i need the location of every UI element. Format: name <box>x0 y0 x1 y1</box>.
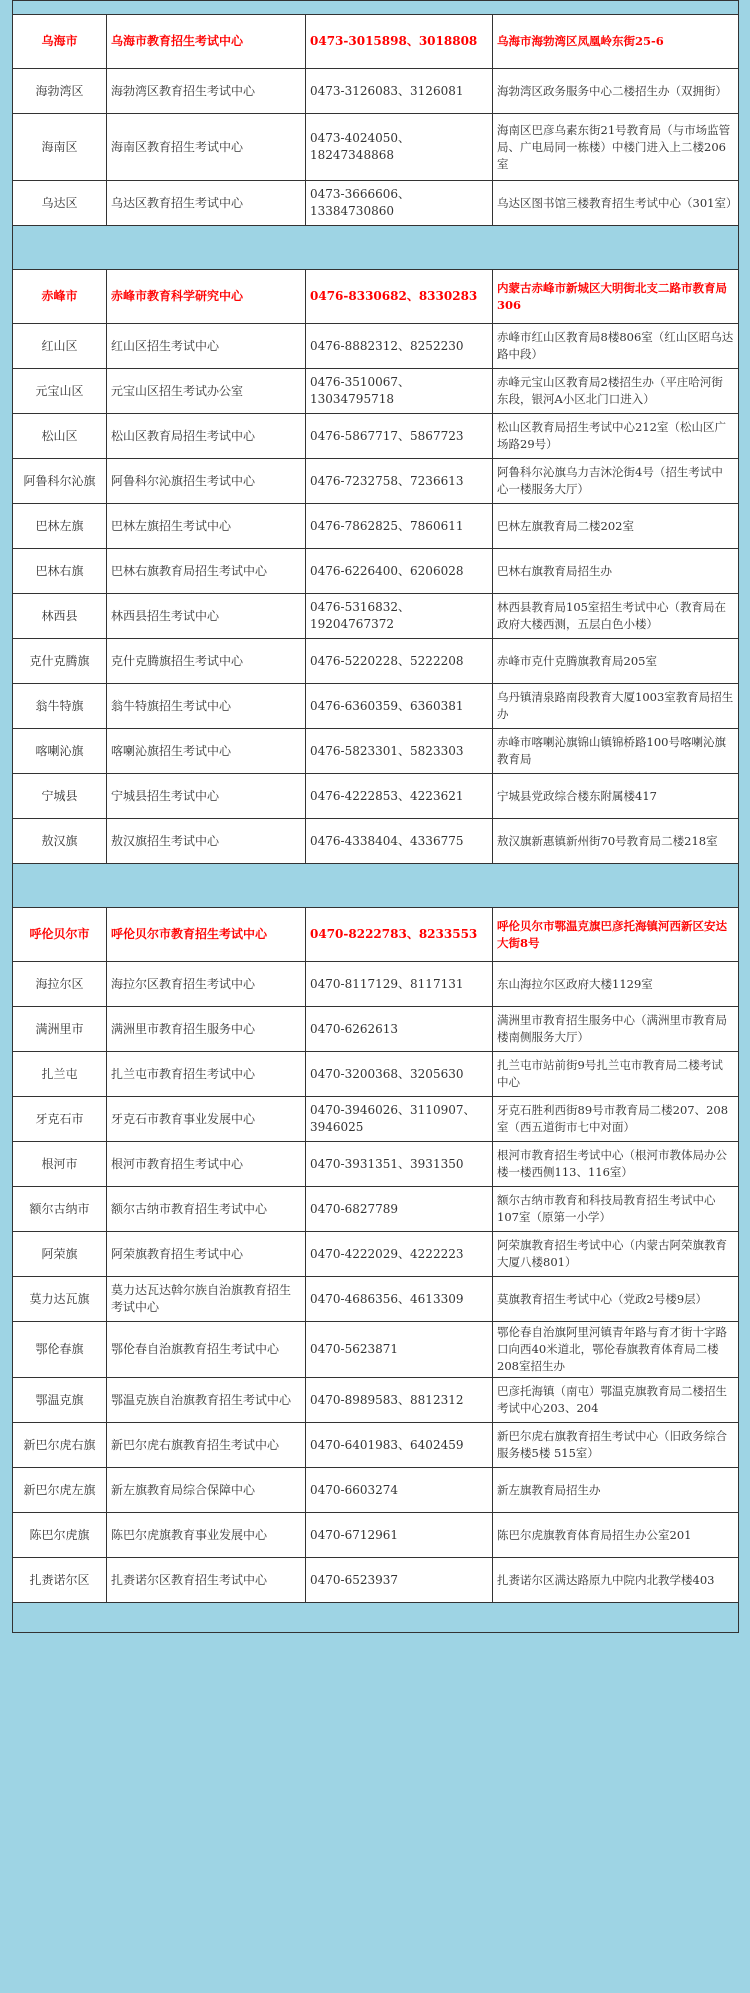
agency-cell: 松山区教育局招生考试中心 <box>107 414 306 459</box>
agency-cell: 新左旗教育局综合保障中心 <box>107 1468 306 1513</box>
phone-cell: 0476-3510067、13034795718 <box>306 369 493 414</box>
address-cell: 莫旗教育招生考试中心（党政2号楼9层） <box>493 1277 739 1322</box>
agency-cell: 鄂温克族自治旗教育招生考试中心 <box>107 1378 306 1423</box>
agency-cell: 翁牛特旗招生考试中心 <box>107 684 306 729</box>
region-cell: 林西县 <box>13 594 107 639</box>
agency-cell: 乌海市教育招生考试中心 <box>107 15 306 69</box>
table-row <box>13 369 739 414</box>
region-cell: 松山区 <box>13 414 107 459</box>
phone-cell: 0470-8989583、8812312 <box>306 1378 493 1423</box>
table-row <box>13 774 739 819</box>
region-cell: 海南区 <box>13 114 107 181</box>
region-cell: 宁城县 <box>13 774 107 819</box>
table-row <box>13 504 739 549</box>
address-cell: 满洲里市教育招生服务中心（满洲里市教育局楼南侧服务大厅） <box>493 1007 739 1052</box>
region-cell: 海勃湾区 <box>13 69 107 114</box>
section-spacer <box>13 226 739 270</box>
agency-cell: 赤峰市教育科学研究中心 <box>107 270 306 324</box>
phone-cell: 0470-4222029、4222223 <box>306 1232 493 1277</box>
region-cell: 满洲里市 <box>13 1007 107 1052</box>
agency-cell: 巴林左旗招生考试中心 <box>107 504 306 549</box>
city-header-row <box>13 15 739 69</box>
address-cell: 新巴尔虎右旗教育招生考试中心（旧政务综合服务楼5楼 515室） <box>493 1423 739 1468</box>
agency-cell: 海拉尔区教育招生考试中心 <box>107 962 306 1007</box>
spacer-cell <box>13 864 739 908</box>
region-cell: 元宝山区 <box>13 369 107 414</box>
phone-cell: 0470-3200368、3205630 <box>306 1052 493 1097</box>
region-cell: 赤峰市 <box>13 270 107 324</box>
phone-cell: 0476-6226400、6206028 <box>306 549 493 594</box>
region-cell: 阿鲁科尔沁旗 <box>13 459 107 504</box>
agency-cell: 乌达区教育招生考试中心 <box>107 181 306 226</box>
address-cell: 乌海市海勃湾区凤凰岭东街25-6 <box>493 15 739 69</box>
phone-cell: 0476-8882312、8252230 <box>306 324 493 369</box>
table-row <box>13 549 739 594</box>
region-cell: 喀喇沁旗 <box>13 729 107 774</box>
address-cell: 牙克石胜利西街89号市教育局二楼207、208室（西五道街市七中对面） <box>493 1097 739 1142</box>
table-row <box>13 1468 739 1513</box>
address-cell: 赤峰市喀喇沁旗锦山镇锦桥路100号喀喇沁旗教育局 <box>493 729 739 774</box>
phone-cell: 0470-6603274 <box>306 1468 493 1513</box>
table-row <box>13 1558 739 1603</box>
address-cell: 陈巴尔虎旗教育体育局招生办公室201 <box>493 1513 739 1558</box>
region-cell: 莫力达瓦旗 <box>13 1277 107 1322</box>
phone-cell: 0476-4222853、4223621 <box>306 774 493 819</box>
table-row <box>13 729 739 774</box>
address-cell: 阿鲁科尔沁旗乌力吉沐沦街4号（招生考试中心一楼服务大厅） <box>493 459 739 504</box>
region-cell: 根河市 <box>13 1142 107 1187</box>
phone-cell: 0470-6523937 <box>306 1558 493 1603</box>
table-row <box>13 1052 739 1097</box>
table-row <box>13 1097 739 1142</box>
region-cell: 海拉尔区 <box>13 962 107 1007</box>
address-cell: 扎赉诺尔区满达路原九中院内北教学楼403 <box>493 1558 739 1603</box>
region-cell: 新巴尔虎左旗 <box>13 1468 107 1513</box>
region-cell: 巴林左旗 <box>13 504 107 549</box>
agency-cell: 林西县招生考试中心 <box>107 594 306 639</box>
address-cell: 巴彦托海镇（南屯）鄂温克旗教育局二楼招生考试中心203、204 <box>493 1378 739 1423</box>
region-cell: 克什克腾旗 <box>13 639 107 684</box>
table-row <box>13 819 739 864</box>
region-cell: 陈巴尔虎旗 <box>13 1513 107 1558</box>
agency-cell: 阿荣旗教育招生考试中心 <box>107 1232 306 1277</box>
table-row <box>13 1232 739 1277</box>
agency-cell: 红山区招生考试中心 <box>107 324 306 369</box>
region-cell: 鄂伦春旗 <box>13 1322 107 1378</box>
agency-cell: 阿鲁科尔沁旗招生考试中心 <box>107 459 306 504</box>
table-row <box>13 1007 739 1052</box>
region-cell: 敖汉旗 <box>13 819 107 864</box>
region-cell: 翁牛特旗 <box>13 684 107 729</box>
address-cell: 赤峰元宝山区教育局2楼招生办（平庄哈河街东段，银河A小区北门口进入） <box>493 369 739 414</box>
agency-cell: 牙克石市教育事业发展中心 <box>107 1097 306 1142</box>
table-row <box>13 1378 739 1423</box>
section-spacer <box>13 1 739 15</box>
phone-cell: 0476-7862825、7860611 <box>306 504 493 549</box>
address-cell: 乌达区图书馆三楼教育招生考试中心（301室） <box>493 181 739 226</box>
phone-cell: 0470-6712961 <box>306 1513 493 1558</box>
address-cell: 巴林右旗教育局招生办 <box>493 549 739 594</box>
agency-cell: 鄂伦春自治旗教育招生考试中心 <box>107 1322 306 1378</box>
section-spacer <box>13 1603 739 1633</box>
agency-cell: 宁城县招生考试中心 <box>107 774 306 819</box>
city-header-row <box>13 270 739 324</box>
spacer-cell <box>13 1603 739 1633</box>
table-row <box>13 1322 739 1378</box>
agency-cell: 克什克腾旗招生考试中心 <box>107 639 306 684</box>
address-cell: 乌丹镇清泉路南段教育大厦1003室教育局招生办 <box>493 684 739 729</box>
spacer-cell <box>13 226 739 270</box>
phone-cell: 0470-6401983、6402459 <box>306 1423 493 1468</box>
address-cell: 赤峰市红山区教育局8楼806室（红山区昭乌达路中段） <box>493 324 739 369</box>
phone-cell: 0470-3946026、3110907、3946025 <box>306 1097 493 1142</box>
table-row <box>13 1187 739 1232</box>
table-row <box>13 639 739 684</box>
table-row <box>13 1513 739 1558</box>
table-row <box>13 1277 739 1322</box>
address-cell: 内蒙古赤峰市新城区大明街北支二路市教育局306 <box>493 270 739 324</box>
phone-cell: 0470-3931351、3931350 <box>306 1142 493 1187</box>
region-cell: 巴林右旗 <box>13 549 107 594</box>
address-cell: 海勃湾区政务服务中心二楼招生办（双拥街） <box>493 69 739 114</box>
region-cell: 红山区 <box>13 324 107 369</box>
phone-cell: 0470-6262613 <box>306 1007 493 1052</box>
address-cell: 林西县教育局105室招生考试中心（教育局在政府大楼西测，五层白色小楼） <box>493 594 739 639</box>
table-row <box>13 181 739 226</box>
section-spacer <box>13 864 739 908</box>
phone-cell: 0470-5623871 <box>306 1322 493 1378</box>
agency-cell: 陈巴尔虎旗教育事业发展中心 <box>107 1513 306 1558</box>
agency-cell: 莫力达瓦达斡尔族自治旗教育招生考试中心 <box>107 1277 306 1322</box>
agency-cell: 敖汉旗招生考试中心 <box>107 819 306 864</box>
phone-cell: 0476-5220228、5222208 <box>306 639 493 684</box>
phone-cell: 0470-6827789 <box>306 1187 493 1232</box>
address-cell: 新左旗教育局招生办 <box>493 1468 739 1513</box>
phone-cell: 0476-5867717、5867723 <box>306 414 493 459</box>
agency-cell: 新巴尔虎右旗教育招生考试中心 <box>107 1423 306 1468</box>
address-cell: 扎兰屯市站前街9号扎兰屯市教育局二楼考试中心 <box>493 1052 739 1097</box>
agency-cell: 喀喇沁旗招生考试中心 <box>107 729 306 774</box>
address-cell: 海南区巴彦乌素东街21号教育局（与市场监管局、广电局同一栋楼）中楼门进入上二楼206室 <box>493 114 739 181</box>
city-header-row <box>13 908 739 962</box>
phone-cell: 0476-6360359、6360381 <box>306 684 493 729</box>
phone-cell: 0473-3015898、3018808 <box>306 15 493 69</box>
region-cell: 乌海市 <box>13 15 107 69</box>
region-cell: 鄂温克旗 <box>13 1378 107 1423</box>
table-row <box>13 414 739 459</box>
table-row <box>13 114 739 181</box>
table-row <box>13 69 739 114</box>
phone-cell: 0470-8222783、8233553 <box>306 908 493 962</box>
phone-cell: 0476-8330682、8330283 <box>306 270 493 324</box>
agency-cell: 根河市教育招生考试中心 <box>107 1142 306 1187</box>
phone-cell: 0470-4686356、4613309 <box>306 1277 493 1322</box>
phone-cell: 0473-3666606、13384730860 <box>306 181 493 226</box>
spacer-cell <box>13 1 739 15</box>
agency-cell: 巴林右旗教育局招生考试中心 <box>107 549 306 594</box>
table-row <box>13 962 739 1007</box>
address-cell: 鄂伦春自治旗阿里河镇青年路与育才街十字路口向西40米道北，鄂伦春旗教育体育局二楼208室招生办 <box>493 1322 739 1378</box>
region-cell: 新巴尔虎右旗 <box>13 1423 107 1468</box>
region-cell: 扎赉诺尔区 <box>13 1558 107 1603</box>
agency-cell: 满洲里市教育招生服务中心 <box>107 1007 306 1052</box>
phone-cell: 0476-5823301、5823303 <box>306 729 493 774</box>
phone-cell: 0473-3126083、3126081 <box>306 69 493 114</box>
region-cell: 牙克石市 <box>13 1097 107 1142</box>
agency-cell: 额尔古纳市教育招生考试中心 <box>107 1187 306 1232</box>
address-cell: 松山区教育局招生考试中心212室（松山区广场路29号） <box>493 414 739 459</box>
agency-cell: 元宝山区招生考试办公室 <box>107 369 306 414</box>
address-cell: 巴林左旗教育局二楼202室 <box>493 504 739 549</box>
agency-cell: 扎兰屯市教育招生考试中心 <box>107 1052 306 1097</box>
phone-cell: 0476-5316832、19204767372 <box>306 594 493 639</box>
table-row <box>13 594 739 639</box>
table-row <box>13 1423 739 1468</box>
table-row <box>13 1142 739 1187</box>
agency-cell: 呼伦贝尔市教育招生考试中心 <box>107 908 306 962</box>
phone-cell: 0473-4024050、18247348868 <box>306 114 493 181</box>
region-cell: 额尔古纳市 <box>13 1187 107 1232</box>
address-cell: 宁城县党政综合楼东附属楼417 <box>493 774 739 819</box>
agency-cell: 海勃湾区教育招生考试中心 <box>107 69 306 114</box>
address-cell: 额尔古纳市教育和科技局教育招生考试中心107室（原第一小学） <box>493 1187 739 1232</box>
address-cell: 赤峰市克什克腾旗教育局205室 <box>493 639 739 684</box>
region-cell: 阿荣旗 <box>13 1232 107 1277</box>
agency-cell: 海南区教育招生考试中心 <box>107 114 306 181</box>
phone-cell: 0476-7232758、7236613 <box>306 459 493 504</box>
region-cell: 扎兰屯 <box>13 1052 107 1097</box>
agency-cell: 扎赉诺尔区教育招生考试中心 <box>107 1558 306 1603</box>
table-row <box>13 684 739 729</box>
address-cell: 呼伦贝尔市鄂温克旗巴彦托海镇河西新区安达大街8号 <box>493 908 739 962</box>
address-cell: 阿荣旗教育招生考试中心（内蒙古阿荣旗教育大厦八楼801） <box>493 1232 739 1277</box>
exam-center-table <box>12 0 739 1633</box>
address-cell: 东山海拉尔区政府大楼1129室 <box>493 962 739 1007</box>
region-cell: 乌达区 <box>13 181 107 226</box>
address-cell: 根河市教育招生考试中心（根河市教体局办公楼一楼西侧113、116室） <box>493 1142 739 1187</box>
address-cell: 敖汉旗新惠镇新州街70号教育局二楼218室 <box>493 819 739 864</box>
table-row <box>13 324 739 369</box>
table-row <box>13 459 739 504</box>
region-cell: 呼伦贝尔市 <box>13 908 107 962</box>
phone-cell: 0470-8117129、8117131 <box>306 962 493 1007</box>
phone-cell: 0476-4338404、4336775 <box>306 819 493 864</box>
page <box>12 0 738 1993</box>
